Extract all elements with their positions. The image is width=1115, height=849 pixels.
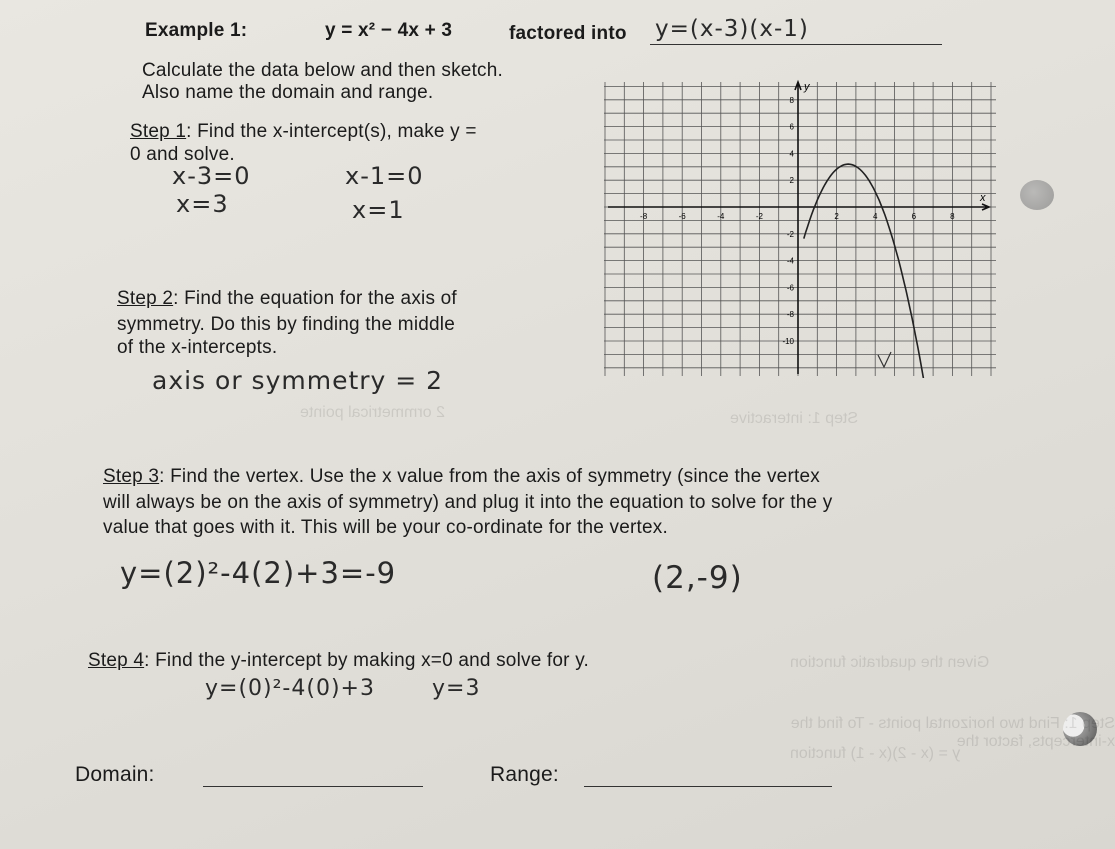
step2-work: axis or symmetry = 2 (152, 366, 444, 395)
y-tick-label: -8 (786, 310, 794, 320)
y-axis-label: y (804, 81, 810, 93)
y-tick-label: 2 (789, 176, 794, 186)
x-tick-label: 2 (834, 212, 839, 221)
sketched-parabola (804, 164, 929, 378)
x-tick-label: -2 (755, 212, 763, 221)
x-tick-label: 6 (911, 212, 917, 221)
domain-label: Domain: (75, 763, 155, 786)
step4-work-1: y=(0)²-4(0)+3 (205, 676, 375, 701)
show-through-text: Given the quadratic function (790, 654, 990, 671)
factored-answer-line (650, 44, 942, 45)
x-tick-label: -6 (678, 212, 686, 221)
coordinate-grid (600, 78, 1000, 378)
step4-text: : Find the y-intercept by making x=0 and solve for y. (144, 650, 589, 671)
domain-blank (203, 786, 423, 787)
factored-label: factored into (509, 23, 627, 44)
faded-shading (1020, 180, 1054, 210)
step3-text-2: will always be on the axis of symmetry) and plug it into the equation to solve for the y (103, 492, 833, 513)
step2-label: Step 2 (117, 288, 174, 309)
show-through-text: y = (x - 2)(x - 1) function (790, 745, 961, 762)
factored-answer: y=(x-3)(x-1) (655, 16, 809, 42)
x-tick-label: 4 (872, 212, 878, 221)
show-through-text: 2 ormmetrical pointe (300, 404, 445, 421)
step1-label: Step 1 (130, 121, 187, 142)
y-axis (795, 82, 801, 374)
step2-text-2: symmetry. Do this by finding the middle (117, 314, 455, 335)
y-tick-label: -10 (782, 337, 794, 346)
step3-text-3: value that goes with it. This will be your co-ordinate for the vertex. (103, 517, 668, 538)
y-tick-label: 8 (789, 95, 794, 105)
step2-text-3: of the x-intercepts. (117, 337, 278, 358)
step4-work-2: y=3 (432, 676, 481, 701)
range-blank (584, 786, 832, 787)
grid-lines (604, 82, 996, 376)
example-title: Example 1: (145, 20, 248, 41)
range-label: Range: (490, 763, 559, 786)
step4-instruction (88, 648, 589, 674)
intro-line-2: Also name the domain and range. (142, 82, 434, 103)
step1-text-2: 0 and solve. (130, 144, 235, 165)
show-through-text: Step 1: interactive (730, 410, 859, 427)
step3-instruction (103, 464, 820, 490)
y-tick-label: -6 (786, 283, 794, 293)
step3-label: Step 3 (103, 466, 160, 487)
step3-text-1: : Find the vertex. Use the x value from the axis of symmetry (since the vertex (159, 466, 820, 487)
x-tick-label: -8 (640, 212, 648, 221)
step2-instruction (117, 286, 457, 312)
vertex-answer: (2,-9) (652, 560, 743, 596)
step3-work: y=(2)²-4(2)+3=-9 (120, 556, 397, 590)
step1-work-1: x-3=0 (172, 162, 251, 190)
show-through-text: Step 1: Find two horizontal points - To find the x-intercepts, factor the (790, 715, 1115, 750)
y-tick-label: -2 (786, 229, 794, 239)
y-tick-label: 4 (789, 149, 794, 159)
step4-label: Step 4 (88, 650, 145, 671)
step2-text-1: : Find the equation for the axis of (173, 288, 457, 309)
y-tick-label: 6 (789, 122, 794, 132)
equation: y = x² − 4x + 3 (325, 20, 453, 41)
step1-work-4: x=1 (352, 196, 405, 224)
axes (608, 82, 989, 374)
y-tick-label: -4 (786, 256, 794, 266)
x-axis-label: x (980, 192, 986, 204)
x-tick-label: 8 (950, 212, 955, 221)
intro-line-1: Calculate the data below and then sketch. (142, 60, 503, 81)
step1-work-3: x-1=0 (345, 162, 424, 190)
step1-text-1: : Find the x-intercept(s), make y = (186, 121, 477, 142)
step1-work-2: x=3 (176, 190, 229, 218)
x-tick-label: -4 (717, 212, 725, 221)
